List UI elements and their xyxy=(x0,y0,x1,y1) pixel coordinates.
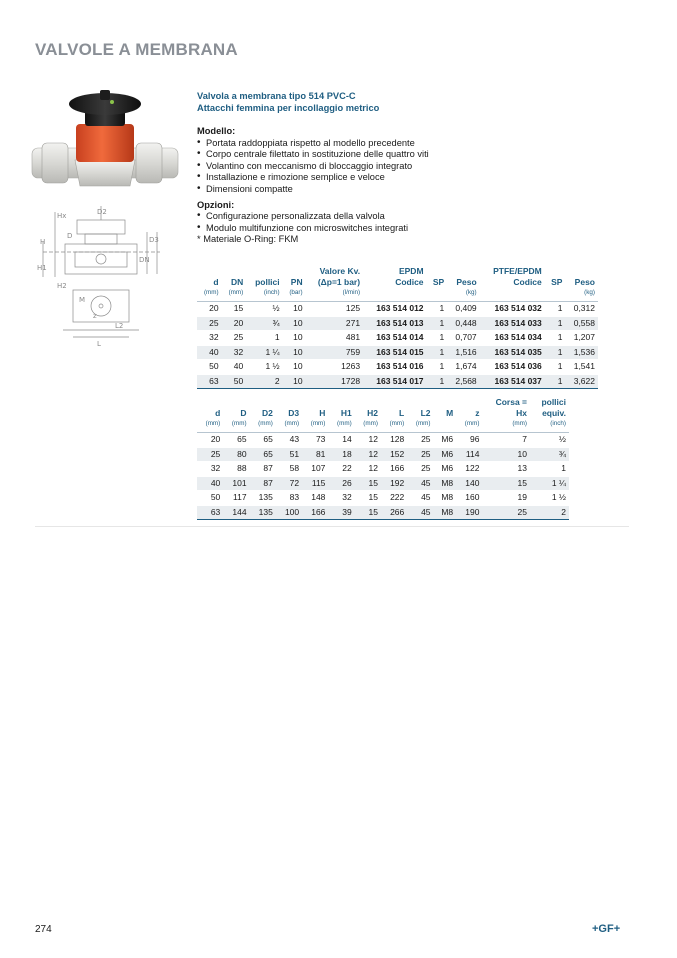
col-unit: (mm) xyxy=(456,419,482,433)
col-unit: (mm) xyxy=(250,419,276,433)
table-cell: 163 514 012 xyxy=(363,302,426,317)
col-unit: (mm) xyxy=(276,419,302,433)
list-item: • Modulo multifunzione con microswitches integrati xyxy=(197,223,627,235)
table-row xyxy=(197,476,569,491)
table-cell: 50 xyxy=(222,374,247,389)
table-cell: 1,536 xyxy=(565,345,598,360)
col-unit: (kg) xyxy=(447,288,479,302)
col-header: Corsa = Hx xyxy=(495,397,527,418)
col-header: d xyxy=(215,408,221,418)
list-item: • Configurazione personalizzata della valvola xyxy=(197,211,627,223)
table-cell: 1,207 xyxy=(565,331,598,346)
table-cell: 1 xyxy=(545,302,566,317)
col-header: EPDM Codice xyxy=(395,266,424,287)
table-cell: 163 514 035 xyxy=(480,345,545,360)
table-cell: 25 xyxy=(407,433,433,448)
table-cell: 20 xyxy=(222,316,247,331)
table-cell: 1,541 xyxy=(565,360,598,375)
table-cell: 114 xyxy=(456,447,482,462)
drawing-label-d: D xyxy=(67,232,73,240)
table-cell: 481 xyxy=(306,331,363,346)
col-header: Valore Kv. (Δp=1 bar) xyxy=(317,266,361,287)
table-cell: 32 xyxy=(197,331,222,346)
col-header: SP xyxy=(432,277,445,287)
table-row xyxy=(197,462,569,477)
table-cell: 1 xyxy=(427,345,448,360)
table-cell: 15 xyxy=(355,476,381,491)
table-cell: 1 xyxy=(427,331,448,346)
table-cell: 1 xyxy=(545,374,566,389)
product-photo xyxy=(30,86,180,201)
table-cell: 190 xyxy=(456,505,482,520)
col-header: D2 xyxy=(261,408,273,418)
table-cell: 163 514 036 xyxy=(480,360,545,375)
table-cell: 88 xyxy=(223,462,249,477)
table-cell: 12 xyxy=(355,433,381,448)
col-header: z xyxy=(475,408,480,418)
table-cell: 25 xyxy=(197,316,222,331)
col-header: d xyxy=(213,277,219,287)
table-cell: 2 xyxy=(246,374,282,389)
product-subtitle: Attacchi femmina per incollaggio metrico xyxy=(197,103,380,113)
table-cell: 87 xyxy=(250,462,276,477)
table-cell: 10 xyxy=(283,302,306,317)
table-row xyxy=(197,316,598,331)
table-cell: 163 514 016 xyxy=(363,360,426,375)
order-table xyxy=(197,266,598,389)
col-unit: (mm) xyxy=(223,419,249,433)
table-cell: 10 xyxy=(482,447,530,462)
table-cell: 115 xyxy=(302,476,328,491)
table-cell: 96 xyxy=(456,433,482,448)
table-cell: 152 xyxy=(381,447,407,462)
drawing-label-h: H xyxy=(40,238,46,246)
col-header: PN xyxy=(290,277,303,287)
table-cell: ¾ xyxy=(530,447,569,462)
table-cell: 1,674 xyxy=(447,360,479,375)
list-item: • Dimensioni compatte xyxy=(197,184,627,196)
table-cell: 65 xyxy=(250,447,276,462)
table-cell: 10 xyxy=(283,316,306,331)
list-item: • Corpo centrale filettato in sostituzione delle quattro viti xyxy=(197,149,627,161)
table-row xyxy=(197,331,598,346)
table-cell: 20 xyxy=(197,302,222,317)
table-cell: 12 xyxy=(355,447,381,462)
table-cell: 160 xyxy=(456,491,482,506)
table-cell: 45 xyxy=(407,476,433,491)
table-cell: 15 xyxy=(482,476,530,491)
table-cell: 1 xyxy=(427,302,448,317)
table-cell: 163 514 033 xyxy=(480,316,545,331)
drawing-label-hx: Hx xyxy=(57,212,67,220)
table-row xyxy=(197,374,598,389)
col-unit: (mm) xyxy=(302,419,328,433)
table-cell: 1263 xyxy=(306,360,363,375)
col-unit: (kg) xyxy=(565,288,598,302)
table-cell: 25 xyxy=(482,505,530,520)
table-cell: 0,448 xyxy=(447,316,479,331)
table-cell: 128 xyxy=(381,433,407,448)
table-cell: 45 xyxy=(407,505,433,520)
table-cell: 163 514 017 xyxy=(363,374,426,389)
table-row xyxy=(197,433,569,448)
table-cell: 148 xyxy=(302,491,328,506)
col-header: M xyxy=(446,408,454,418)
gf-logo: +GF+ xyxy=(592,923,621,935)
table-cell: 166 xyxy=(302,505,328,520)
table-cell: 271 xyxy=(306,316,363,331)
table-cell: 759 xyxy=(306,345,363,360)
col-unit: (mm) xyxy=(482,419,530,433)
table-cell: M6 xyxy=(434,433,457,448)
table-cell: 1 xyxy=(545,345,566,360)
table-cell: 107 xyxy=(302,462,328,477)
table-cell: 135 xyxy=(250,505,276,520)
col-header: Peso xyxy=(574,277,595,287)
table-cell: 32 xyxy=(328,491,354,506)
table-cell: 2 xyxy=(530,505,569,520)
table-cell: 2,568 xyxy=(447,374,479,389)
table-cell: 1 ¼ xyxy=(246,345,282,360)
col-header: pollici equiv. xyxy=(541,397,566,418)
table-cell: 222 xyxy=(381,491,407,506)
col-unit: (mm) xyxy=(197,288,222,302)
col-unit: (inch) xyxy=(246,288,282,302)
col-unit: (bar) xyxy=(283,288,306,302)
table-cell: 45 xyxy=(407,491,433,506)
table-cell: M8 xyxy=(434,491,457,506)
col-header: H1 xyxy=(340,408,352,418)
table-cell: 39 xyxy=(328,505,354,520)
table-cell: 25 xyxy=(197,447,223,462)
table-cell: ½ xyxy=(530,433,569,448)
divider xyxy=(35,526,629,527)
table-cell: 140 xyxy=(456,476,482,491)
table-cell: 19 xyxy=(482,491,530,506)
options-label: Opzioni: xyxy=(197,199,235,210)
table-cell: 1 xyxy=(530,462,569,477)
table-cell: M6 xyxy=(434,447,457,462)
table-cell: M6 xyxy=(434,462,457,477)
product-header xyxy=(197,90,627,114)
table-cell: ½ xyxy=(246,302,282,317)
table-cell: 1,516 xyxy=(447,345,479,360)
table-cell: 40 xyxy=(197,345,222,360)
drawing-label-h2: H2 xyxy=(57,282,67,290)
table-cell: 125 xyxy=(306,302,363,317)
table-row xyxy=(197,302,598,317)
table-cell: 117 xyxy=(223,491,249,506)
model-label: Modello: xyxy=(197,126,236,136)
col-unit: (inch) xyxy=(530,419,569,433)
table-cell: 18 xyxy=(328,447,354,462)
table-cell: 14 xyxy=(328,433,354,448)
table-cell: 10 xyxy=(283,331,306,346)
col-header: pollici xyxy=(255,277,280,287)
drawing-label-l: L xyxy=(97,340,101,348)
table-cell: 100 xyxy=(276,505,302,520)
table-cell: 144 xyxy=(223,505,249,520)
table-cell: 192 xyxy=(381,476,407,491)
col-header: PTFE/EPDM Codice xyxy=(493,266,542,287)
table-cell: 1 xyxy=(545,360,566,375)
table-cell: 7 xyxy=(482,433,530,448)
drawing-label-d2: D2 xyxy=(97,208,107,216)
col-unit xyxy=(545,288,566,302)
material-note: * Materiale O-Ring: FKM xyxy=(197,234,299,245)
table-cell: 163 514 032 xyxy=(480,302,545,317)
table-cell: 122 xyxy=(456,462,482,477)
table-cell: 25 xyxy=(407,462,433,477)
col-unit: (mm) xyxy=(355,419,381,433)
table-cell: 25 xyxy=(222,331,247,346)
col-unit: (mm) xyxy=(222,288,247,302)
table-cell: 1 ½ xyxy=(246,360,282,375)
col-header: L2 xyxy=(420,408,431,418)
col-unit xyxy=(427,288,448,302)
table-cell: 163 514 037 xyxy=(480,374,545,389)
col-header: H xyxy=(319,408,326,418)
list-item: • Portata raddoppiata rispetto al modello precedente xyxy=(197,138,627,150)
col-unit: (mm) xyxy=(381,419,407,433)
table-cell: 1 xyxy=(427,316,448,331)
table-cell: 15 xyxy=(355,505,381,520)
table-cell: 1 ¼ xyxy=(530,476,569,491)
table-cell: 135 xyxy=(250,491,276,506)
table-cell: 166 xyxy=(381,462,407,477)
col-header: DN xyxy=(230,277,244,287)
table-cell: 10 xyxy=(283,345,306,360)
table-cell: 81 xyxy=(302,447,328,462)
table-cell: 163 514 014 xyxy=(363,331,426,346)
page-number: 274 xyxy=(35,924,52,935)
col-unit xyxy=(480,288,545,302)
table-cell: 22 xyxy=(328,462,354,477)
table-cell: 65 xyxy=(223,433,249,448)
drawing-label-l2: L2 xyxy=(115,322,124,330)
options-list xyxy=(197,211,627,234)
table-cell: 80 xyxy=(223,447,249,462)
table-row xyxy=(197,505,569,520)
table-cell: 3,622 xyxy=(565,374,598,389)
table-cell: 1 ½ xyxy=(530,491,569,506)
table-cell: 65 xyxy=(250,433,276,448)
drawing-label-z: z xyxy=(93,312,97,320)
col-header: D3 xyxy=(288,408,300,418)
col-header: SP xyxy=(551,277,563,287)
table-cell: 32 xyxy=(197,462,223,477)
table-cell: 163 514 013 xyxy=(363,316,426,331)
table-cell: 58 xyxy=(276,462,302,477)
model-list xyxy=(197,138,627,196)
table-cell: 1728 xyxy=(306,374,363,389)
table-cell: 43 xyxy=(276,433,302,448)
table-cell: 101 xyxy=(223,476,249,491)
table-cell: M8 xyxy=(434,505,457,520)
col-header: Peso xyxy=(456,277,477,287)
table-cell: 1 xyxy=(545,331,566,346)
table-cell: 163 514 034 xyxy=(480,331,545,346)
table-cell: 25 xyxy=(407,447,433,462)
page-title: VALVOLE A MEMBRANA xyxy=(35,40,238,59)
table-cell: 15 xyxy=(222,302,247,317)
col-header: D xyxy=(240,408,247,418)
table-cell: 73 xyxy=(302,433,328,448)
col-unit: (mm) xyxy=(328,419,354,433)
table-cell: 87 xyxy=(250,476,276,491)
table-cell: 12 xyxy=(355,462,381,477)
features-block xyxy=(197,126,627,246)
col-header: L xyxy=(399,408,405,418)
table-cell: 0,558 xyxy=(565,316,598,331)
table-cell: 13 xyxy=(482,462,530,477)
table-cell: 83 xyxy=(276,491,302,506)
table-cell: M8 xyxy=(434,476,457,491)
table-row xyxy=(197,447,569,462)
table-cell: 63 xyxy=(197,505,223,520)
table-row xyxy=(197,360,598,375)
col-unit xyxy=(434,419,457,433)
col-unit: (l/min) xyxy=(306,288,363,302)
table-cell: 40 xyxy=(222,360,247,375)
table-cell: 266 xyxy=(381,505,407,520)
table-cell: 1 xyxy=(545,316,566,331)
col-unit: (mm) xyxy=(407,419,433,433)
table-cell: 0,409 xyxy=(447,302,479,317)
drawing-label-h1: H1 xyxy=(37,264,47,272)
table-cell: 10 xyxy=(283,374,306,389)
list-item: • Volantino con meccanismo di bloccaggio integrato xyxy=(197,161,627,173)
table-cell: 72 xyxy=(276,476,302,491)
col-header: H2 xyxy=(367,408,378,418)
col-unit xyxy=(363,288,426,302)
col-unit: (mm) xyxy=(197,419,223,433)
table-cell: 32 xyxy=(222,345,247,360)
table-cell: 51 xyxy=(276,447,302,462)
table-cell: 26 xyxy=(328,476,354,491)
product-title: Valvola a membrana tipo 514 PVC-C xyxy=(197,91,356,101)
table-cell: 1 xyxy=(246,331,282,346)
technical-drawing xyxy=(35,202,170,352)
table-cell: 50 xyxy=(197,491,223,506)
drawing-label-d3: D3 xyxy=(149,236,159,244)
table-cell: 0,312 xyxy=(565,302,598,317)
table-cell: 1 xyxy=(427,360,448,375)
table-row xyxy=(197,345,598,360)
table-cell: ¾ xyxy=(246,316,282,331)
table-cell: 40 xyxy=(197,476,223,491)
table-cell: 163 514 015 xyxy=(363,345,426,360)
drawing-label-dn: DN xyxy=(139,256,150,264)
list-item: • Installazione e rimozione semplice e veloce xyxy=(197,172,627,184)
table-cell: 1 xyxy=(427,374,448,389)
dimensions-table xyxy=(197,397,569,520)
table-cell: 15 xyxy=(355,491,381,506)
drawing-label-m: M xyxy=(79,296,86,304)
table-cell: 20 xyxy=(197,433,223,448)
table-cell: 50 xyxy=(197,360,222,375)
table-cell: 10 xyxy=(283,360,306,375)
table-row xyxy=(197,491,569,506)
table-cell: 0,707 xyxy=(447,331,479,346)
table-cell: 63 xyxy=(197,374,222,389)
